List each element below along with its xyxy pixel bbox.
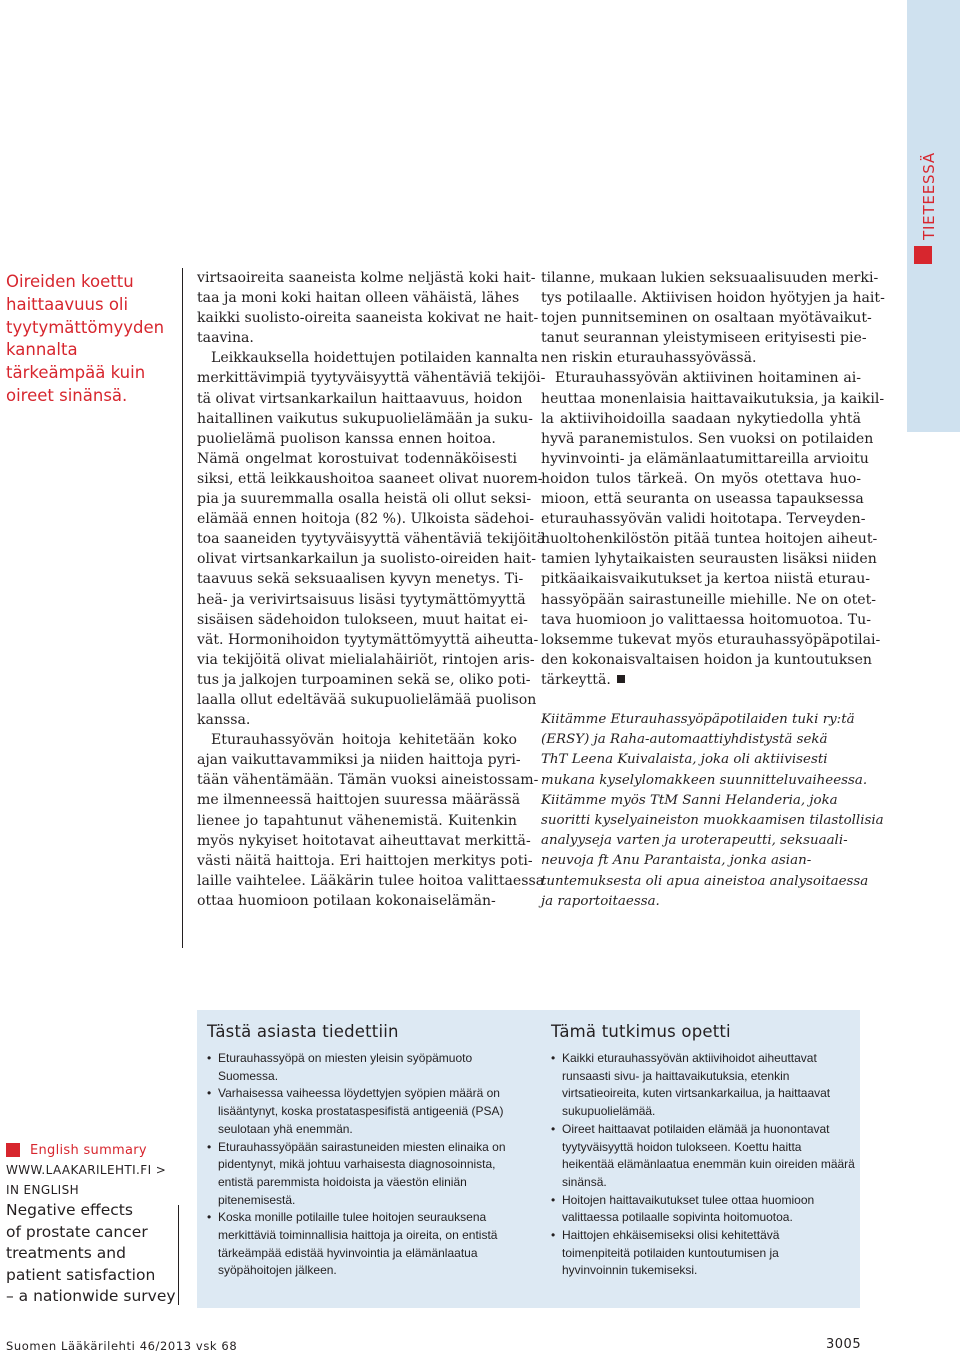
key-point-line: syöpähoitojen jälkeen. <box>218 1263 337 1278</box>
key-point-line: • Hoitojen haittavaikutukset tulee ottaa huomioon <box>562 1192 815 1207</box>
body-line-text: tys potilaalle. Aktiivisen hoidon hyötyjen ja hait- <box>541 290 885 307</box>
english-summary-title-line: Negative effects <box>6 1201 133 1219</box>
body-line <box>197 610 528 630</box>
section-tab-square <box>914 246 932 264</box>
body-line-text: via tekijöitä olivat mielialahäiriöt, rintojen aris- <box>197 651 535 668</box>
key-point-line: lisääntynyt, koska prostataspesifistä antigeeniä (PSA) <box>218 1104 504 1119</box>
body-line <box>197 690 537 710</box>
body-line <box>197 529 546 549</box>
key-point-line: entistä paremmista hoidoista ja väestön eliniän <box>218 1174 467 1189</box>
key-point <box>551 1192 856 1227</box>
english-summary-link-sub[interactable]: IN ENGLISH <box>6 1183 80 1197</box>
body-line <box>541 469 861 489</box>
key-point-line: heikentää elämänlaatua enemmän kuin oireiden määrä <box>562 1157 855 1172</box>
key-point <box>207 1050 527 1085</box>
key-point-line: sukupuolielämää. <box>562 1104 656 1119</box>
body-line-text: taavina. <box>197 330 254 347</box>
body-line <box>541 549 877 569</box>
body-line-text: la aktiivihoidoilla saadaan nykytiedolla yhtä <box>541 410 861 427</box>
body-line-text: heä- ja verivirtsaisuus lisäsi tyytymättömyyttä <box>197 591 526 608</box>
english-summary-heading: English summary <box>30 1142 147 1158</box>
key-point <box>551 1050 856 1121</box>
body-line <box>541 569 871 589</box>
body-line <box>197 368 546 388</box>
key-point-line: merkittäviä toiminnallisia haittoja ja oireita, on entistä <box>218 1228 498 1243</box>
body-line <box>197 670 531 690</box>
key-point-line: toimenpiteitä potilaiden kuntoutumisen ja <box>562 1245 779 1260</box>
pull-quote-line: tyytymättömyyden <box>6 317 165 337</box>
key-point-line: Suomessa. <box>218 1068 279 1083</box>
acknowledgement-line: Kiitämme Eturauhassyöpäpotilaiden tuki ry:tä <box>541 712 855 727</box>
pull-quote-line: kannalta <box>6 340 78 360</box>
body-line <box>197 831 531 851</box>
english-summary-title-line: treatments and <box>6 1244 126 1262</box>
key-point-line: • Oireet haittaavat potilaiden elämää ja huonontavat <box>562 1121 830 1136</box>
body-line-text: heuttaa monenlaisia haittavaikutuksia, ja kaikil- <box>541 390 885 407</box>
body-line-text: tava huomioon jo valittaessa hoitomuotoa. Tu- <box>541 611 871 628</box>
acknowledgement-line: ThT Leena Kuivalaista, joka oli aktiivisesti <box>541 752 828 768</box>
body-line <box>197 328 517 348</box>
body-line-text: toa saaneiden tyytyväisyyttä vähentäviä tekijöitä <box>197 531 546 548</box>
body-line <box>197 549 536 569</box>
body-line <box>541 368 861 388</box>
body-line-text: tus ja jalkojen turpoaminen sekä se, oliko poti- <box>197 671 531 688</box>
english-summary <box>6 1140 176 1308</box>
body-line-text: huoltohenkilöstön pitää tuntea hoitojen aiheut- <box>541 531 878 548</box>
pull-quote-line: oireet sinänsä. <box>6 385 128 405</box>
key-point <box>551 1121 856 1192</box>
body-line-text: Eturauhassyövän aktiivinen hoitaminen ai- <box>555 370 861 387</box>
body-line-text: mioon, että seuranta on useassa tapauksessa <box>541 491 864 508</box>
body-line <box>541 328 867 348</box>
body-line <box>197 569 524 589</box>
body-line-text: olivat virtsankarkailun ja suolisto-oireiden hait- <box>197 551 536 568</box>
body-line <box>197 288 520 308</box>
body-line <box>541 630 881 650</box>
body-line <box>197 509 535 529</box>
body-line-text: eturauhassyövän validi hoitotapa. Terveyden- <box>541 511 866 528</box>
body-line <box>197 730 517 750</box>
body-line <box>197 348 538 368</box>
acknowledgement-line: mukana kyselylomakkeen suunnitteluvaiheessa. <box>541 772 868 788</box>
key-point-line: pidentynyt, mikä johtuu varhaisesta diagnosoinnista, <box>218 1157 496 1172</box>
journal-footer: Suomen Lääkärilehti 46/2013 vsk 68 <box>6 1339 238 1353</box>
key-point-line: • Koska monille potilaille tulee hoitojen seurauksena <box>218 1210 487 1225</box>
known-list <box>207 1050 527 1280</box>
body-line-text: elämää ennen hoitoja (82 %). Ulkoista sädehoi- <box>197 511 535 528</box>
end-mark <box>617 675 625 683</box>
key-point <box>207 1139 527 1210</box>
body-line <box>197 871 545 891</box>
body-line-text: ottaa huomioon potilaan kokonaiselämän- <box>197 892 496 909</box>
acknowledgement-line: Kiitämme myös TtM Sanni Helanderia, joka <box>541 792 838 808</box>
body-line-text: ajan vaikuttavammiksi ja niiden haittoja pyri- <box>197 752 521 769</box>
section-tab-label: TIETEESSÄ <box>920 152 938 240</box>
body-line-text: taavuus sekä seksuaalisen kyvyn menetys. Ti- <box>197 571 524 588</box>
body-line <box>197 851 533 871</box>
learned-panel <box>551 1010 856 1280</box>
body-line <box>541 529 878 549</box>
body-line <box>197 750 521 770</box>
body-line-text: västi näitä haittoja. Eri haittojen merkitys poti- <box>197 852 533 869</box>
body-line-text: myös nykyiset hoitotavat aiheuttavat merkittä- <box>197 832 531 849</box>
body-line <box>197 429 517 449</box>
body-line-text: Leikkauksella hoidettujen potilaiden kannalta <box>211 350 538 367</box>
column-divider <box>182 268 183 948</box>
english-summary-title <box>6 1200 176 1308</box>
acknowledgement-line: neuvoja ft Anu Parantaista, jonka asian- <box>541 853 812 869</box>
body-line-text: hassyöpään sairastuneille miehille. Ne on otet- <box>541 591 877 608</box>
body-column-2 <box>541 268 885 690</box>
body-line-text: pia ja suuremmalla osalla heistä oli ollut seksi- <box>197 491 532 508</box>
key-point-line: • Eturauhassyöpä on miesten yleisin syöpämuoto <box>218 1051 473 1065</box>
learned-list <box>551 1050 856 1280</box>
pull-quote-line: haittaavuus oli <box>6 294 129 314</box>
body-line-text: tojen punnitseminen on osaltaan myötävaikut- <box>541 310 872 327</box>
body-line <box>197 770 539 790</box>
body-line-text: tärkeyttä. <box>541 671 611 688</box>
key-point <box>207 1085 527 1138</box>
page-number: 3005 <box>826 1337 862 1352</box>
body-line <box>541 509 866 529</box>
key-point-line: seulotaan yhä enemmän. <box>218 1121 353 1136</box>
body-line-text: taa ja moni koki haitan olleen vähäistä, lähes <box>197 290 520 307</box>
body-line <box>197 308 539 328</box>
body-line-text: laille vaihtelee. Lääkärin tulee hoitoa valittaessa <box>197 872 545 889</box>
acknowledgement-line: ja raportoitaessa. <box>541 893 660 909</box>
body-line-text: Nämä ongelmat korostuivat todennäköisesti <box>197 450 517 467</box>
body-line <box>541 670 861 690</box>
body-line <box>197 811 517 831</box>
body-line-text: sisäisen sädehoidon tulokseen, muut haitat ei- <box>197 611 528 628</box>
body-line <box>197 650 535 670</box>
acknowledgement-line: analyyseja varten ja uroterapeutti, seksuaali- <box>541 833 848 849</box>
key-point-line: virtsatieoireita, kuten virtsankarkailua, ja haittaavat <box>562 1086 831 1101</box>
body-line-text: den kokonaisvaltaisen hoidon ja kuntoutuksen <box>541 651 873 668</box>
body-line <box>541 389 885 409</box>
body-line-text: merkittävimpiä tyytyväisyyttä vähentäviä tekijöi- <box>197 370 546 387</box>
body-line <box>541 429 874 449</box>
body-line-text: hyvä paranemistulos. Sen vuoksi on potilaiden <box>541 430 874 447</box>
body-line-text: lienee jo tapahtunut vähenemistä. Kuitenkin <box>197 812 517 829</box>
learned-title: Tämä tutkimus opetti <box>551 1022 731 1041</box>
known-title: Tästä asiasta tiedettiin <box>207 1022 399 1041</box>
known-panel <box>207 1010 527 1280</box>
body-line <box>541 348 861 368</box>
key-point <box>551 1227 856 1280</box>
body-line-text: tamien lyhytaikaisten seurausten lisäksi niiden <box>541 551 877 568</box>
acknowledgement-line: suoritti kyselyaineiston muokkaamisen tilastollisia <box>541 813 884 829</box>
key-point-line: pitenemisestä. <box>218 1192 296 1207</box>
key-points-box <box>197 1010 860 1308</box>
body-line <box>197 409 533 429</box>
english-summary-rule <box>178 1205 179 1305</box>
key-point-line: sinänsä. <box>562 1174 607 1189</box>
body-line <box>541 449 869 469</box>
body-line <box>197 469 543 489</box>
body-line <box>197 590 526 610</box>
body-line-text: Eturauhassyövän hoitoja kehitetään koko <box>211 732 517 749</box>
body-line-text: nen riskin eturauhassyövässä. <box>541 350 757 367</box>
english-summary-title-line: of prostate cancer <box>6 1222 148 1241</box>
body-line <box>197 630 539 650</box>
acknowledgement-line: tuntemuksesta oli apua aineistoa analysoitaessa <box>541 873 869 889</box>
key-point-line: tärkeämpää edistää hyvinvointia ja elämänlaatua <box>218 1245 478 1260</box>
body-line-text: kanssa. <box>197 712 251 729</box>
english-summary-title-line: patient satisfaction <box>6 1265 156 1284</box>
body-line <box>197 449 517 469</box>
body-line-text: vät. Hormonihoidon tyytymättömyyttä aiheutta- <box>197 631 539 648</box>
body-column-1 <box>197 268 546 911</box>
english-summary-title-line: – a nationwide survey <box>6 1287 176 1305</box>
body-line-text: me ilmenneessä haittojen suuressa määrässä <box>197 792 521 809</box>
body-line-text: tä olivat virtsankarkailun haittaavuus, hoidon <box>197 390 523 407</box>
body-line <box>541 650 873 670</box>
body-line <box>541 409 861 429</box>
key-point-line: runsaasti sivu- ja haittavaikutuksia, etenkin <box>562 1068 790 1083</box>
acknowledgement-line: (ERSY) ja Raha-automaattiyhdistystä sekä <box>541 732 828 748</box>
body-line <box>541 590 877 610</box>
body-line <box>197 891 517 911</box>
body-line-text: siksi, että leikkaushoitoa saaneet olivat nuorem- <box>197 470 543 487</box>
body-line-text: loksemme tukevat myös eturauhassyöpäpotilai- <box>541 631 881 648</box>
body-line-text: pitkäaikaisvaikutukset ja kertoa niistä eturau- <box>541 571 871 588</box>
body-line-text: puolielämä puolison kanssa ennen hoitoa. <box>197 430 496 447</box>
key-point-line: valittaessa potilaalle sopivinta hoitomuotoa. <box>562 1210 793 1225</box>
body-line <box>197 389 523 409</box>
body-line <box>197 489 532 509</box>
body-line-text: hyvinvointi- ja elämänlaatumittareilla arvioitu <box>541 450 869 467</box>
key-point-line: • Eturauhassyöpään sairastuneiden miesten elinaika on <box>218 1139 506 1154</box>
body-line <box>541 610 871 630</box>
body-line-text: tanut seurannan yleistymiseen erityisesti pie- <box>541 330 867 347</box>
english-summary-link[interactable]: WWW.LAAKARILEHTI.FI > <box>6 1163 167 1177</box>
body-line-text: haitallinen vaikutus sukupuolielämään ja suku- <box>197 410 533 427</box>
key-point-line: • Varhaisessa vaiheessa löydettyjen syöpien määrä on <box>218 1086 500 1101</box>
pull-quote-line: Oireiden koettu <box>6 272 134 291</box>
key-point-line: • Kaikki eturauhassyövän aktiivihoidot aiheuttavat <box>562 1051 817 1065</box>
body-line <box>541 489 864 509</box>
body-line <box>541 308 872 328</box>
body-line <box>541 268 879 288</box>
body-line <box>197 268 536 288</box>
body-line <box>197 710 517 730</box>
body-line-text: tään vähentämään. Tämän vuoksi aineistossam- <box>197 772 539 789</box>
key-point-line: tyytyväisyyttä hoidon tulokseen. Koettu haitta <box>562 1139 802 1154</box>
english-summary-square <box>6 1143 20 1157</box>
acknowledgement <box>541 710 884 912</box>
body-line-text: hoidon tulos tärkeä. On myös otettava huo- <box>541 470 861 487</box>
body-line <box>541 288 885 308</box>
body-line-text: laalla ollut edeltävää sukupuolielämää puolison <box>197 691 537 708</box>
key-point-line: • Haittojen ehkäisemiseksi olisi kehitettävä <box>562 1228 780 1243</box>
body-line-text: kaikki suolisto-oireita saaneista kokivat ne hait- <box>197 310 539 327</box>
key-point <box>207 1209 527 1280</box>
body-line-text: virtsaoireita saaneista kolme neljästä koki hait- <box>197 270 536 286</box>
pull-quote <box>6 271 166 408</box>
pull-quote-line: tärkeämpää kuin <box>6 363 146 383</box>
body-line <box>197 790 521 810</box>
key-point-line: hyvinvoinnin tukemiseksi. <box>562 1263 698 1278</box>
body-line-text: tilanne, mukaan lukien seksuaalisuuden merki- <box>541 270 879 286</box>
